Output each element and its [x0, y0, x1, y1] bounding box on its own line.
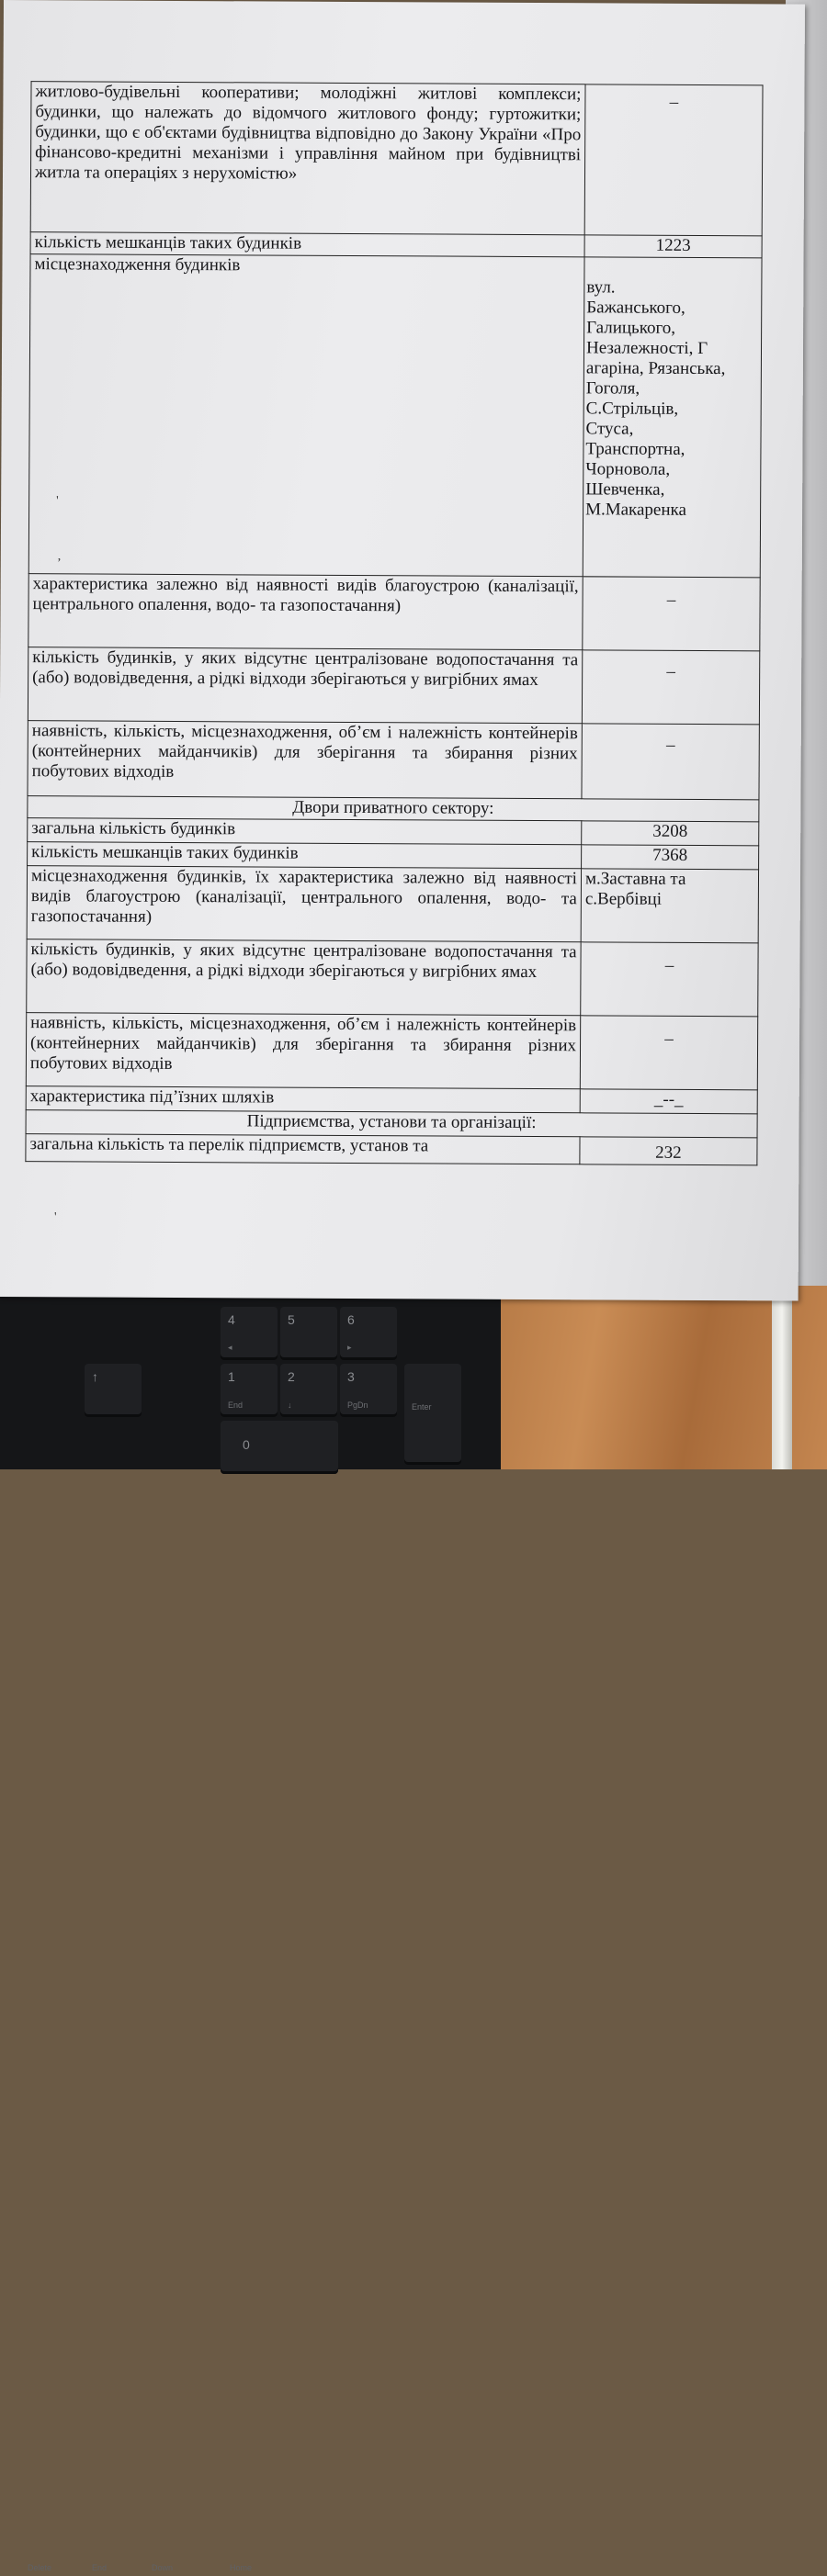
street-item: агаріна, Рязанська,: [585, 358, 726, 379]
table-row: [28, 254, 762, 578]
key-4: 4 ◂: [221, 1307, 278, 1360]
document-page: [0, 0, 805, 1301]
cell-text: кількість будинків, у яких відсутнє централізоване водопостачання та (або) водовідведення, а рідкі відходи зберігаються у вигрібних ямах: [27, 939, 581, 1016]
key-label-end: End: [92, 2563, 108, 2572]
cell-text: характеристика під’їзних шляхів: [26, 1086, 580, 1113]
cell-text: місцезнаходження будинків: [28, 254, 584, 577]
keyboard: [0, 1281, 501, 2572]
table-row: [26, 1013, 757, 1090]
cell-value: 3208: [582, 821, 759, 846]
key-label-down: Down: [152, 2563, 174, 2572]
key-6: 6 ▸: [340, 1307, 397, 1360]
section-header-private: Двори приватного сектору:: [28, 796, 759, 822]
data-table: [25, 81, 763, 1165]
cell-value: _--_: [580, 1089, 757, 1114]
cell-value: –: [584, 84, 763, 236]
cell-value: –: [581, 942, 758, 1017]
cell-text: кількість мешканців таких будинків: [30, 232, 584, 257]
cell-value: –: [583, 577, 760, 651]
cell-location: м.Заставна та с.Вербівці: [581, 869, 758, 943]
street-item: Галицького,: [586, 318, 676, 338]
stray-mark: ,: [57, 549, 62, 564]
cell-value: 7368: [582, 845, 759, 870]
table-row: [28, 647, 759, 725]
cell-text: наявність, кількість, місцезнаходження, об’єм і належність контейнерів (контейнерних майданчиків) для зберігання та збирання різних побутових відходів: [28, 721, 582, 799]
key-0: 0: [221, 1421, 338, 1474]
key-1: 1 End: [221, 1364, 278, 1417]
key-2: 2 ↓: [280, 1364, 337, 1417]
table-row: [28, 574, 760, 651]
key-3: 3 PgDn: [340, 1364, 397, 1417]
cell-text: загальна кількість будинків: [28, 818, 582, 845]
desk-edge: [772, 1281, 792, 1469]
cell-street-list: [583, 257, 762, 578]
street-item: Бажанського,: [586, 298, 685, 318]
cell-value: 232: [580, 1137, 757, 1165]
street-item: Незалежності, Г: [585, 338, 708, 359]
cell-text: кількість мешканців таких будинків: [28, 842, 582, 869]
key-label-delete: Delete: [28, 2563, 52, 2572]
section-header-enterprises: Підприємства, установи та організації:: [26, 1110, 757, 1138]
cell-value: –: [582, 724, 759, 800]
cell-text: наявність, кількість, місцезнаходження, об’єм і належність контейнерів (контейнерних майданчиків) для зберігання та збирання різних побутових відходів: [26, 1013, 580, 1089]
table-row: [30, 82, 763, 236]
table-row: [27, 866, 758, 943]
street-item: Шевченка,: [585, 479, 665, 500]
street-item: Стуса,: [585, 419, 634, 439]
key-enter: Enter: [404, 1364, 461, 1465]
cell-value: –: [582, 650, 759, 725]
key-5: 5: [280, 1307, 337, 1360]
stray-mark: ': [56, 494, 59, 509]
street-item: Транспортна,: [585, 439, 685, 459]
key-label-home: Home: [230, 2563, 253, 2572]
cell-text: характеристика залежно від наявності видів благоустрою (каналізації, центрального опалення, водо- та газопостачання): [28, 574, 583, 650]
street-item: С.Стрільців,: [585, 399, 679, 419]
cell-value: 1223: [584, 235, 762, 258]
cell-text: кількість будинків, у яких відсутнє централізоване водопостачання та (або) водовідведення, а рідкі відходи зберігаються у вигрібних ямах: [28, 647, 582, 724]
cell-text: місцезнаходження будинків, їх характеристика залежно від наявності видів благоустрою (каналізації, центрального опалення, водо- та газопостачання): [27, 866, 581, 942]
table-row: [26, 1134, 757, 1165]
street-item: Гоголя,: [585, 378, 640, 399]
stray-mark: ': [54, 1210, 57, 1225]
table-row: [27, 939, 758, 1017]
key-up-arrow: ↑: [85, 1364, 142, 1417]
cell-text: загальна кількість та перелік підприємств, установ та: [26, 1134, 580, 1164]
cell-text: житлово-будівельні кооперативи; молодіжні житлові комплекси; будинки, що належать до відомчого житлового фонду; гуртожитки; будинки, що є об'єктами будівництва відповідно до Закону України «Про фінансово-кредитні механізми і управління майном при будівництві житла та операціях з нерухомістю»: [30, 82, 585, 235]
street-item: Чорновола,: [585, 459, 671, 479]
table-row: [28, 721, 759, 800]
street-item: вул.: [586, 277, 616, 298]
street-item: М.Макаренка: [585, 500, 686, 520]
cell-value: –: [580, 1016, 757, 1090]
